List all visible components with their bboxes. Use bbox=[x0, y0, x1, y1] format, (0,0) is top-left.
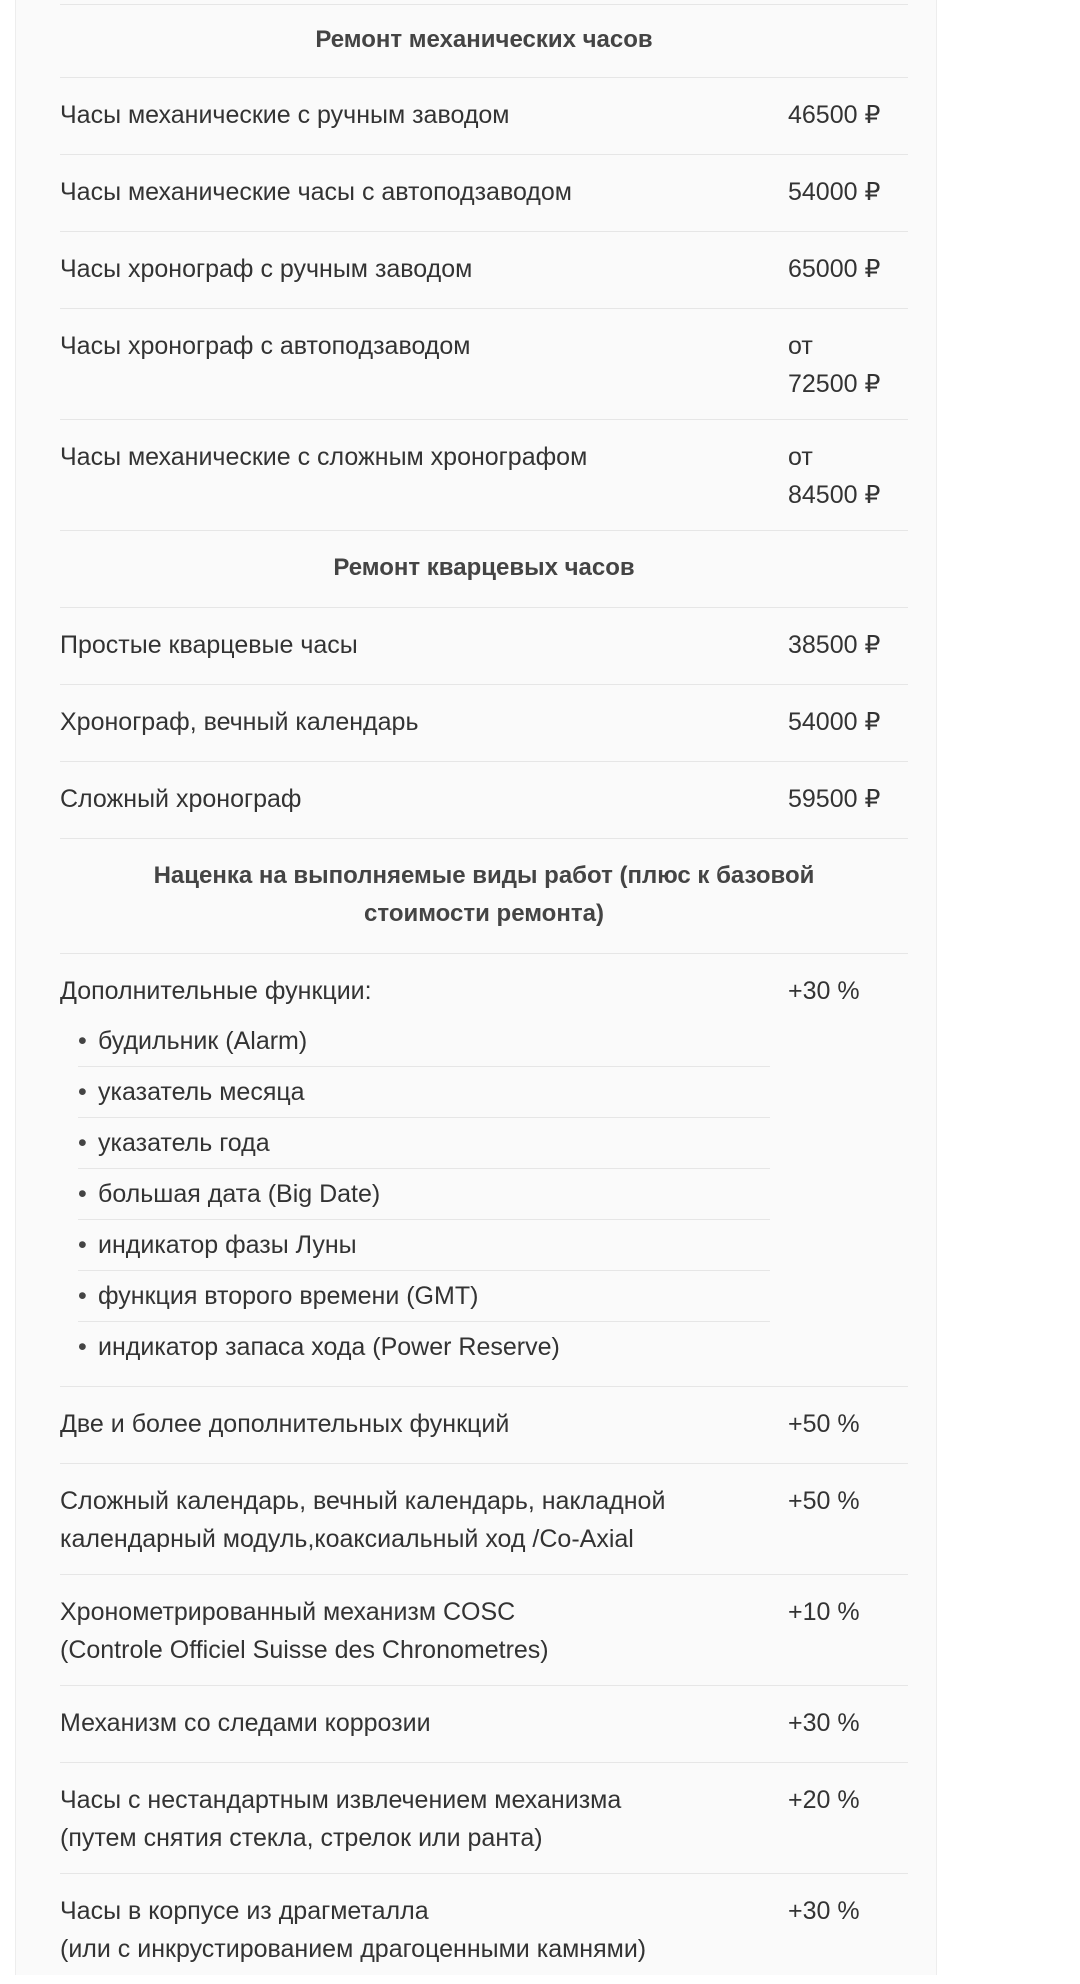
service-name-line: (путем снятия стекла, стрелок или ранта) bbox=[60, 1824, 543, 1852]
service-name: Часы механические с сложным хронографом bbox=[60, 443, 588, 471]
price-value: 72500 ₽ bbox=[788, 370, 881, 398]
service-name bbox=[60, 1892, 788, 1968]
service-price: +50 % bbox=[788, 1410, 860, 1438]
service-name: Часы механические с ручным заводом bbox=[60, 101, 510, 129]
service-name-line: Часы с нестандартным извлечением механизма bbox=[60, 1786, 622, 1814]
service-price: +30 % bbox=[788, 1709, 860, 1737]
service-name bbox=[60, 1781, 788, 1857]
service-name: Простые кварцевые часы bbox=[60, 631, 358, 659]
list-item: • индикатор фазы Луны bbox=[78, 1219, 770, 1270]
service-price: 38500 ₽ bbox=[788, 631, 881, 659]
service-name-line: (Controle Officiel Suisse des Chronometres) bbox=[60, 1636, 549, 1664]
price-card bbox=[15, 0, 937, 1975]
service-price: +30 % bbox=[788, 977, 860, 1005]
price-prefix: от bbox=[788, 332, 813, 360]
service-price: 54000 ₽ bbox=[788, 178, 881, 206]
section-title-mechanical: Ремонт механических часов bbox=[315, 26, 653, 53]
list-item: • указатель года bbox=[78, 1117, 770, 1168]
service-price: 59500 ₽ bbox=[788, 785, 881, 813]
service-price: +20 % bbox=[788, 1786, 860, 1814]
price-row bbox=[60, 762, 908, 838]
service-name-line: Часы в корпусе из драгметалла bbox=[60, 1897, 429, 1925]
price-row bbox=[60, 1575, 908, 1685]
price-row bbox=[60, 1874, 908, 1984]
price-row bbox=[60, 232, 908, 308]
service-name bbox=[60, 972, 788, 1372]
price-row-extra-functions bbox=[60, 954, 908, 1386]
service-name bbox=[60, 1593, 788, 1669]
service-price bbox=[788, 438, 908, 514]
service-name: Часы хронограф с автоподзаводом bbox=[60, 332, 471, 360]
function-list bbox=[60, 1016, 770, 1372]
list-item: • индикатор запаса хода (Power Reserve) bbox=[78, 1321, 770, 1372]
price-row bbox=[60, 1387, 908, 1463]
list-item: • будильник (Alarm) bbox=[78, 1016, 770, 1066]
price-row bbox=[60, 309, 908, 419]
price-row bbox=[60, 685, 908, 761]
service-name-line: Хронометрированный механизм COSC bbox=[60, 1598, 516, 1626]
service-price: +10 % bbox=[788, 1598, 860, 1626]
service-price: +30 % bbox=[788, 1897, 860, 1925]
service-price: 65000 ₽ bbox=[788, 255, 881, 283]
service-name-text: Дополнительные функции: bbox=[60, 977, 372, 1005]
price-row bbox=[60, 155, 908, 231]
service-name: Часы механические часы с автоподзаводом bbox=[60, 178, 572, 206]
service-price bbox=[788, 327, 908, 403]
section-title-line: Наценка на выполняемые виды работ (плюс к базовой bbox=[153, 862, 815, 889]
list-item: • большая дата (Big Date) bbox=[78, 1168, 770, 1219]
price-row bbox=[60, 608, 908, 684]
price-row bbox=[60, 78, 908, 154]
list-item: • указатель месяца bbox=[78, 1066, 770, 1117]
service-name: Хронограф, вечный календарь bbox=[60, 708, 419, 736]
service-name-line: Сложный календарь, вечный календарь, накладной bbox=[60, 1487, 666, 1515]
service-name-line: (или с инкрустированием драгоценными камнями) bbox=[60, 1935, 647, 1963]
price-row bbox=[60, 420, 908, 530]
service-price: 54000 ₽ bbox=[788, 708, 881, 736]
price-value: 84500 ₽ bbox=[788, 481, 881, 509]
price-row bbox=[60, 1464, 908, 1574]
service-name: Часы хронограф с ручным заводом bbox=[60, 255, 473, 283]
service-name-line: календарный модуль,коаксиальный ход /Co-Axial bbox=[60, 1525, 634, 1553]
list-item: • функция второго времени (GMT) bbox=[78, 1270, 770, 1321]
section-title-surcharge bbox=[60, 839, 908, 953]
service-name: Сложный хронограф bbox=[60, 785, 302, 813]
section-title-line: стоимости ремонта) bbox=[364, 900, 604, 927]
price-row bbox=[60, 1763, 908, 1873]
price-prefix: от bbox=[788, 443, 813, 471]
service-name bbox=[60, 1482, 788, 1558]
service-name: Две и более дополнительных функций bbox=[60, 1410, 510, 1438]
price-table bbox=[60, 0, 908, 1984]
service-name: Механизм со следами коррозии bbox=[60, 1709, 431, 1737]
service-price: +50 % bbox=[788, 1487, 860, 1515]
service-price: 46500 ₽ bbox=[788, 101, 881, 129]
price-row bbox=[60, 1686, 908, 1762]
section-title-quartz: Ремонт кварцевых часов bbox=[333, 554, 635, 581]
